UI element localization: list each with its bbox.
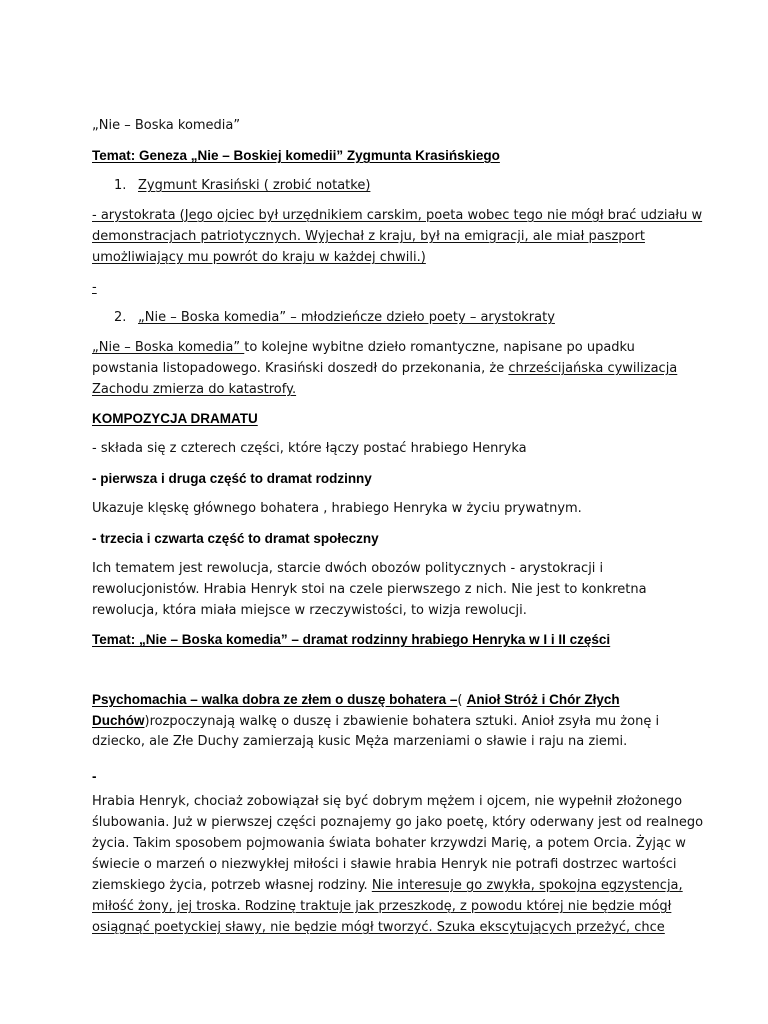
stray-dash-2: - <box>92 769 97 784</box>
paragraph-psychomachia: Psychomachia – walka dobra ze złem o duszę bohatera –( Anioł Stróż i Chór Złych Duchów)rozpoczynają walkę o duszę i zbawienie bohatera sztuki. Anioł zsyła mu żonę i dziecko, ale Złe Duchy zamierzają kusic Męża marzeniami o sławie i raju na ziemi. <box>92 692 660 749</box>
part-1-2-heading: - pierwsza i druga część to dramat rodzinny <box>92 471 372 486</box>
paragraph-revolution: Ich tematem jest rewolucja, starcie dwóch obozów politycznych - arystokracji i rewolucjonistów. Hrabia Henryk stoi na czele pierwszego z nich. Nie jest to konkretna rewolucja, która miała miejsce w rzeczywistości, to wizja rewolucji. <box>92 561 647 618</box>
list-item-1: Zygmunt Krasiński ( zrobić notatke) <box>138 178 371 193</box>
list-number-2: 2. <box>114 310 127 325</box>
topic-2: Temat: „Nie – Boska komedia” – dramat rodzinny hrabiego Henryka w I i II części <box>92 632 611 647</box>
topic-1: Temat: Geneza „Nie – Boskiej komedii” Zygmunta Krasińskiego <box>92 148 500 163</box>
list-number-1: 1. <box>114 178 127 193</box>
composition-text: - składa się z czterech części, które łączy postać hrabiego Henryka <box>92 441 527 456</box>
stray-dash: - <box>92 280 97 295</box>
part-1-2-text: Ukazuje klęskę głównego bohatera , hrabiego Henryka w życiu prywatnym. <box>92 501 582 516</box>
section-composition: KOMPOZYCJA DRAMATU <box>92 411 258 426</box>
doc-heading: „Nie – Boska komedia” <box>92 118 241 133</box>
list-item-2: „Nie – Boska komedia” – młodzieńcze dzieło poety – arystokraty <box>138 310 555 325</box>
paragraph-aristocrat: - arystokrata (Jego ojciec był urzędnikiem carskim, poeta wobec tego nie mógł brać udziału w demonstracjach patriotycznych. Wyjechał z kraju, był na emigracji, ale miał paszport umożliwiający mu powrót do kraju w każdej chwili.) <box>92 208 703 265</box>
part-3-4-heading: - trzecia i czwarta część to dramat społeczny <box>92 531 379 546</box>
paragraph-henryk: Hrabia Henryk, chociaż zobowiązał się być dobrym mężem i ojcem, nie wypełnił złożonego ślubowania. Już w pierwszej części poznajemy go jako poetę, który oderwany jest od realnego życia. Takim sposobem pojmowania świata bohater krzywdzi Marię, a potem Orcia. Żyjąc w świecie o marzeń o niezwykłej miłości i sławie hrabia Henryk nie potrafi dostrzec wartości ziemskiego życia, potrzeb własnej rodziny. Nie interesuje go zwykła, spokojna egzystencja, miłość żony, jej troska. Rodzinę traktuje jak przeszkodę, z powodu której nie będzie mógł osiągnąć poetyckiej sławy, nie będzie mógł tworzyć. Szuka ekscytujących przeżyć, chce <box>92 794 704 935</box>
paragraph-intro: „Nie – Boska komedia” to kolejne wybitne dzieło romantyczne, napisane po upadku powstania listopadowego. Krasiński doszedł do przekonania, że chrześcijańska cywilizacja Zachodu zmierza do katastrofy. <box>92 340 678 397</box>
